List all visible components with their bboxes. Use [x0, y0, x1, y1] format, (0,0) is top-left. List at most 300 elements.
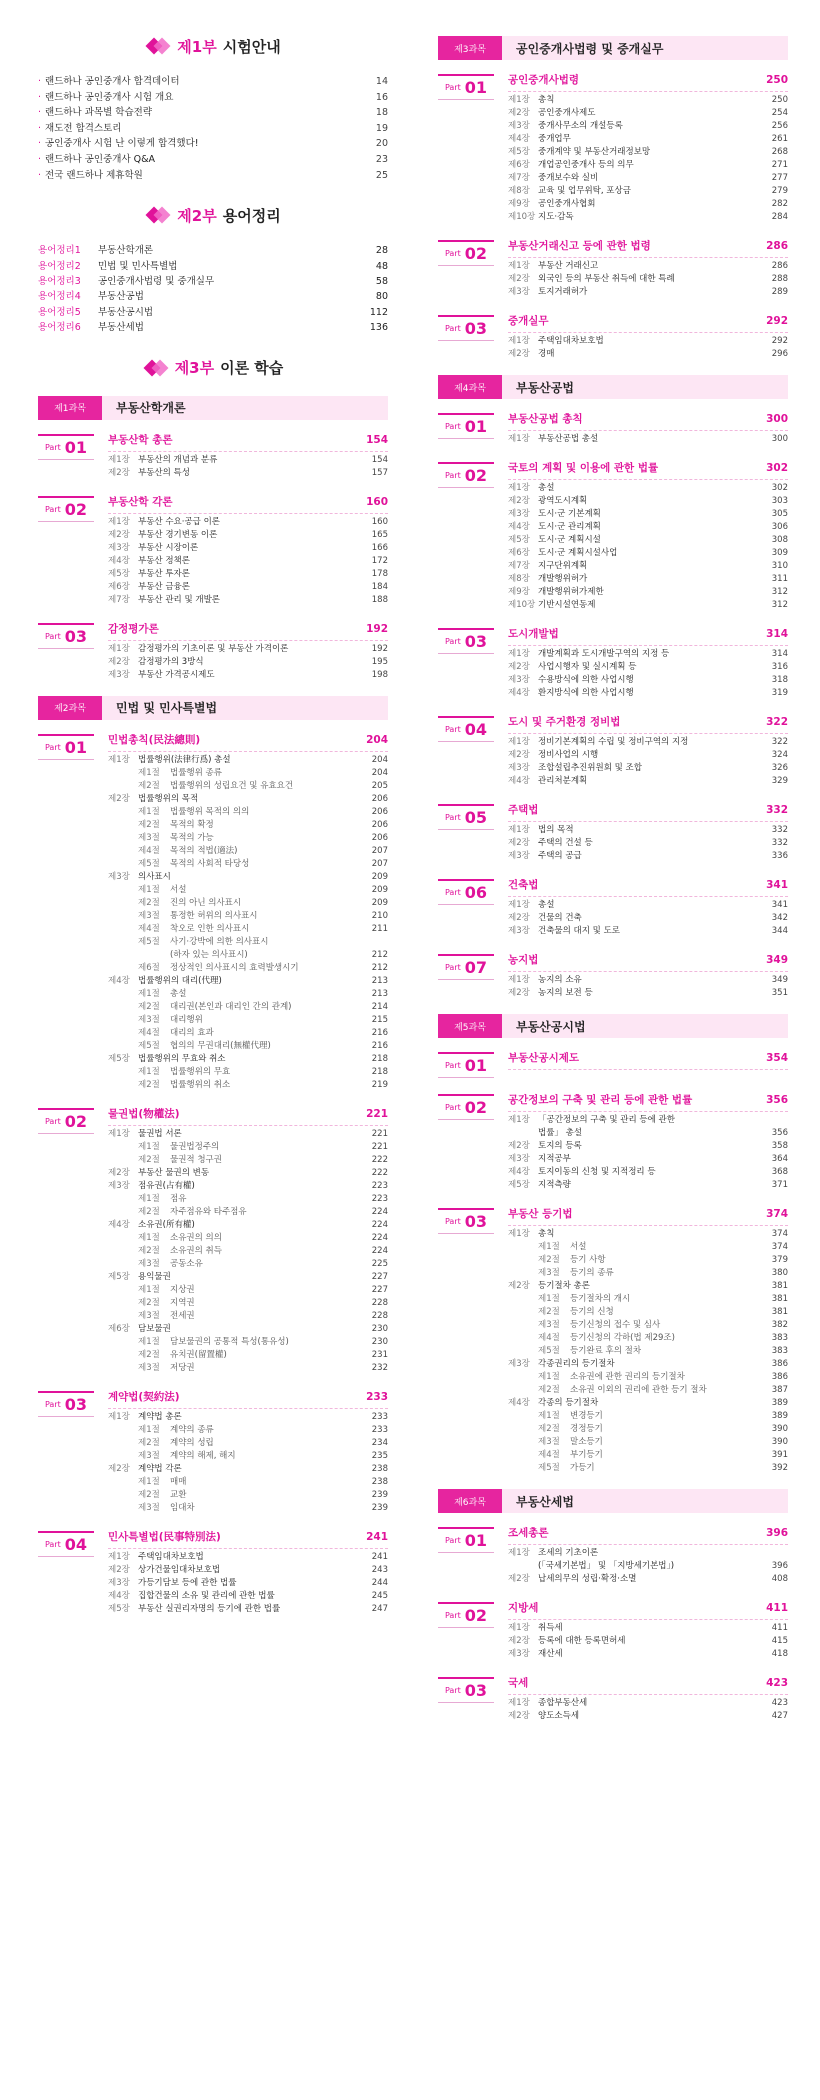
row-label: 제2장: [108, 467, 130, 478]
section-row[interactable]: [108, 767, 388, 780]
section-row[interactable]: [108, 1284, 388, 1297]
part-heading[interactable]: [508, 72, 788, 92]
chapter-row[interactable]: [508, 508, 788, 521]
section-row[interactable]: [108, 1232, 388, 1245]
part-heading[interactable]: [508, 802, 788, 822]
subject-title: 부동산공법: [516, 380, 574, 395]
chapter-row[interactable]: [508, 749, 788, 762]
section-row[interactable]: [508, 1306, 788, 1319]
term-item[interactable]: [38, 274, 388, 289]
section-row[interactable]: [108, 1476, 388, 1489]
part-title: 건축법: [508, 879, 539, 891]
page-number: 312: [771, 600, 788, 610]
row-title: 협의의 무권대리(無權代理): [170, 1040, 271, 1051]
page-number: 206: [371, 793, 388, 804]
row-label: 제1절: [138, 806, 160, 817]
chapter-row[interactable]: [508, 674, 788, 687]
chapter-row[interactable]: [108, 555, 388, 568]
chapter-row[interactable]: [508, 1547, 788, 1560]
chapter-row[interactable]: [508, 586, 788, 599]
section-row[interactable]: [108, 1193, 388, 1206]
chapter-row[interactable]: [508, 159, 788, 172]
part-badge: [438, 877, 498, 938]
chapter-row[interactable]: [508, 824, 788, 837]
part-number: 02: [64, 499, 88, 519]
page-number: 224: [371, 1232, 388, 1243]
part-label: Part: [444, 422, 461, 431]
chapter-row[interactable]: [108, 594, 388, 607]
chapter-row[interactable]: [508, 107, 788, 120]
row-label: 제3절: [538, 1320, 560, 1330]
guide-item[interactable]: [38, 90, 388, 106]
page-number: 231: [371, 1349, 388, 1360]
section-row[interactable]: [108, 1349, 388, 1362]
page-number: 224: [371, 1219, 388, 1230]
row-title: 재산세: [538, 1649, 563, 1659]
guide-item[interactable]: [38, 74, 388, 90]
page-number: 380: [771, 1268, 788, 1278]
chapter-row[interactable]: [508, 987, 788, 1000]
section-row[interactable]: [108, 1502, 388, 1515]
section-row[interactable]: [508, 1449, 788, 1462]
chapter-row[interactable]: [508, 912, 788, 925]
chapter-row[interactable]: [508, 198, 788, 211]
page-number: 322: [771, 737, 788, 747]
chapter-row[interactable]: [508, 1280, 788, 1293]
section-row[interactable]: [508, 1436, 788, 1449]
row-title: 자주점유와 타주점유: [170, 1206, 247, 1217]
page-number: 284: [771, 212, 788, 222]
chapter-row[interactable]: [108, 1411, 388, 1424]
part-page: 302: [766, 462, 788, 474]
part-heading[interactable]: [108, 621, 388, 641]
section-row[interactable]: [108, 858, 388, 871]
section-row[interactable]: [108, 1310, 388, 1323]
section-row[interactable]: [108, 832, 388, 845]
guide-item[interactable]: [38, 121, 388, 137]
chapter-row[interactable]: [108, 1167, 388, 1180]
page-number: 368: [771, 1167, 788, 1177]
part-heading[interactable]: [508, 313, 788, 333]
chapter-row[interactable]: [508, 661, 788, 674]
part-heading[interactable]: [508, 952, 788, 972]
subject-tag: 제3과목: [438, 36, 502, 60]
chapter-row[interactable]: [508, 1648, 788, 1661]
chapter-row[interactable]: [508, 482, 788, 495]
row-label: 제3절: [138, 1014, 160, 1025]
part-heading[interactable]: [108, 1389, 388, 1409]
section-row[interactable]: [508, 1462, 788, 1475]
chapter-row[interactable]: [108, 975, 388, 988]
chapter-row[interactable]: [508, 1358, 788, 1371]
section-row[interactable]: [108, 1014, 388, 1027]
chapter-row[interactable]: [508, 120, 788, 133]
chapter-row[interactable]: [108, 1590, 388, 1603]
section-row[interactable]: [508, 1254, 788, 1267]
part-label: Part: [444, 1217, 461, 1226]
section-row[interactable]: [108, 1154, 388, 1167]
part-body: [98, 621, 388, 682]
row-label: 제8장: [508, 574, 530, 584]
chapter-row[interactable]: [508, 899, 788, 912]
page-number: 157: [371, 467, 388, 478]
chapter-row[interactable]: [508, 547, 788, 560]
row-title: 법률행위의 무효: [170, 1066, 231, 1077]
section-row[interactable]: [508, 1293, 788, 1306]
page-number: 329: [771, 776, 788, 786]
term-item[interactable]: [38, 305, 388, 320]
part-heading[interactable]: [108, 732, 388, 752]
section-row[interactable]: [108, 1066, 388, 1079]
chapter-row[interactable]: [508, 185, 788, 198]
part-heading[interactable]: [108, 432, 388, 452]
section-row[interactable]: [108, 1040, 388, 1053]
chapter-row[interactable]: [108, 1564, 388, 1577]
part-heading[interactable]: [508, 626, 788, 646]
page-number: 166: [371, 542, 388, 553]
section-row[interactable]: [108, 1206, 388, 1219]
row-label: 제1절: [538, 1372, 560, 1382]
term-item[interactable]: [38, 289, 388, 304]
row-label: 제2절: [538, 1385, 560, 1395]
chapter-row[interactable]: [108, 643, 388, 656]
page-number: [760, 1114, 788, 1127]
section-row[interactable]: [108, 1027, 388, 1040]
chapter-row[interactable]: [508, 736, 788, 749]
chapter-row[interactable]: [108, 871, 388, 884]
part-page: 314: [766, 628, 788, 640]
section-row[interactable]: [508, 1267, 788, 1280]
page-number: 223: [371, 1193, 388, 1204]
chapter-row[interactable]: [108, 568, 388, 581]
chapter-row[interactable]: [508, 1166, 788, 1179]
part-title: 부동산 등기법: [508, 1208, 573, 1220]
part-heading[interactable]: [508, 411, 788, 431]
chapter-row[interactable]: [508, 1697, 788, 1710]
guide-item-text: [38, 74, 180, 90]
chapter-row[interactable]: [108, 454, 388, 467]
chapter-row[interactable]: [508, 286, 788, 299]
part-badge-box: [38, 1108, 94, 1134]
row-title: 부동산 시장이론: [138, 542, 199, 553]
part-label: Part: [444, 83, 461, 92]
chapter-row[interactable]: [108, 1577, 388, 1590]
section-row[interactable]: [108, 1450, 388, 1463]
part-label: Part: [44, 742, 61, 752]
row-title: 관리처분계획: [538, 776, 588, 786]
guide-item[interactable]: [38, 168, 388, 184]
chapter-row[interactable]: [108, 1128, 388, 1141]
chapter-row[interactable]: [108, 1551, 388, 1564]
chapter-row[interactable]: [108, 1180, 388, 1193]
chapter-row[interactable]: [508, 775, 788, 788]
section-row[interactable]: [108, 1437, 388, 1450]
part-page: 221: [366, 1107, 388, 1120]
chapter-row[interactable]: [508, 1114, 788, 1127]
row-title: 계약의 성립: [170, 1437, 214, 1448]
page-number: 389: [771, 1398, 788, 1408]
row-title: 감정평가의 기초이론 및 부동산 가격이론: [138, 643, 289, 654]
row-label: 제3장: [508, 926, 530, 936]
section-row[interactable]: [108, 1141, 388, 1154]
bullet-icon: ·: [38, 76, 42, 87]
chapter-row[interactable]: [508, 850, 788, 863]
part-badge-box: [38, 496, 94, 522]
row-label: 제1장: [108, 1411, 130, 1422]
term-item[interactable]: [38, 259, 388, 274]
part-body: [498, 626, 788, 700]
chapter-row[interactable]: [508, 1140, 788, 1153]
part-badge-box: [438, 879, 494, 905]
page-number: 318: [771, 675, 788, 685]
part-body: [498, 1675, 788, 1723]
chapter-row[interactable]: [508, 1179, 788, 1192]
part-badge: [38, 494, 98, 607]
row-label: 제3절: [538, 1437, 560, 1447]
part-heading[interactable]: [508, 877, 788, 897]
chapter-row[interactable]: [508, 599, 788, 612]
chapter-row[interactable]: [508, 260, 788, 273]
guide-item[interactable]: [38, 152, 388, 168]
section-row[interactable]: [108, 1362, 388, 1375]
section-row[interactable]: [108, 1489, 388, 1502]
part-heading[interactable]: [508, 1675, 788, 1695]
section-row[interactable]: [108, 806, 388, 819]
part-badge-box: [38, 734, 94, 760]
part-heading[interactable]: [508, 238, 788, 258]
section-row[interactable]: [508, 1410, 788, 1423]
page-number: 396: [771, 1561, 788, 1571]
chapter-row[interactable]: [508, 1622, 788, 1635]
chapter-row[interactable]: [508, 495, 788, 508]
chapter-row[interactable]: [108, 656, 388, 669]
chapter-row[interactable]: [508, 133, 788, 146]
section-row[interactable]: [108, 988, 388, 1001]
part-badge-box: [38, 623, 94, 649]
page-number: 228: [371, 1297, 388, 1308]
row-label: 제1장: [508, 1115, 530, 1125]
page-number: 316: [771, 662, 788, 672]
row-title: 집합건물의 소유 및 관리에 관한 법률: [138, 1590, 275, 1601]
chapter-row[interactable]: [508, 687, 788, 700]
row-label: 제2장: [108, 1564, 130, 1575]
chapter-row[interactable]: [508, 521, 788, 534]
chapter-row[interactable]: [108, 754, 388, 767]
chapter-row[interactable]: [508, 1228, 788, 1241]
row-title: 말소등기: [570, 1437, 603, 1447]
chapter-row[interactable]: [108, 581, 388, 594]
page-number: 332: [771, 838, 788, 848]
row-title: 도시·군 계획시설: [538, 535, 601, 545]
part-heading[interactable]: [508, 1206, 788, 1226]
chapter-row[interactable]: [108, 467, 388, 480]
page-number: 268: [771, 147, 788, 157]
part-block: [38, 432, 388, 480]
part-body: [498, 802, 788, 863]
chapter-row[interactable]: [508, 1127, 788, 1140]
part-heading[interactable]: [508, 460, 788, 480]
part-heading[interactable]: [508, 1525, 788, 1545]
part-label: Part: [44, 631, 61, 641]
part-heading[interactable]: [508, 1092, 788, 1112]
subject-bar: [438, 36, 788, 60]
chapter-row[interactable]: [108, 1053, 388, 1066]
row-title: 교환: [170, 1489, 187, 1500]
section-row[interactable]: [508, 1345, 788, 1358]
chapter-row[interactable]: [108, 1463, 388, 1476]
section-row[interactable]: [108, 1297, 388, 1310]
part-heading[interactable]: [108, 1106, 388, 1126]
page-number: 389: [771, 1411, 788, 1421]
section-row[interactable]: [108, 949, 388, 962]
part-heading[interactable]: [108, 1529, 388, 1549]
page-number: 58: [375, 275, 388, 287]
chapter-row[interactable]: [508, 648, 788, 661]
row-title: 법률행위의 취소: [170, 1079, 231, 1090]
row-title: 공인중개사협회: [538, 199, 596, 209]
guide-item-label: 랜드하나 공인중개사 Q&A: [45, 153, 156, 165]
chapter-row[interactable]: [108, 529, 388, 542]
chapter-row[interactable]: [108, 1603, 388, 1616]
section-row[interactable]: [508, 1423, 788, 1436]
guide-item-text: [38, 105, 152, 121]
section-row[interactable]: [108, 897, 388, 910]
part-body: [498, 1525, 788, 1586]
section-row[interactable]: [108, 1424, 388, 1437]
part-block: [38, 732, 388, 1092]
subject-tag: 제4과목: [438, 375, 502, 399]
row-title: 광역도시계획: [538, 496, 588, 506]
section-row[interactable]: [508, 1371, 788, 1384]
section-row[interactable]: [108, 1336, 388, 1349]
chapter-row[interactable]: [508, 534, 788, 547]
part-heading[interactable]: [108, 494, 388, 514]
part-page: 341: [766, 879, 788, 891]
part-number: 01: [64, 737, 88, 757]
row-title: 농지의 소유: [538, 975, 582, 985]
chapter-row[interactable]: [108, 1219, 388, 1232]
row-label: 제2장: [508, 838, 530, 848]
chapter-row[interactable]: [508, 560, 788, 573]
page-number: 415: [771, 1636, 788, 1646]
section-row[interactable]: [108, 780, 388, 793]
row-label: 제1장: [508, 1698, 530, 1708]
part-block: [438, 1092, 788, 1192]
term-item[interactable]: [38, 320, 388, 335]
chapter-row[interactable]: [508, 1635, 788, 1648]
section-row[interactable]: [508, 1241, 788, 1254]
row-title: 의사표시: [138, 871, 171, 882]
chapter-row[interactable]: [508, 94, 788, 107]
chapter-row[interactable]: [508, 762, 788, 775]
part-block: [438, 460, 788, 612]
page-number: 209: [371, 884, 388, 895]
chapter-row[interactable]: [508, 837, 788, 850]
page-number: 216: [371, 1027, 388, 1038]
chapter-row[interactable]: [508, 573, 788, 586]
page-number: 427: [771, 1711, 788, 1721]
row-title: 지적측량: [538, 1180, 571, 1190]
chapter-row[interactable]: [108, 516, 388, 529]
part-heading[interactable]: [508, 714, 788, 734]
chapter-row[interactable]: [508, 1397, 788, 1410]
chapter-row[interactable]: [108, 1323, 388, 1336]
chapter-row[interactable]: [508, 925, 788, 938]
row-title: 도시·군 기본계획: [538, 509, 601, 519]
row-label: 제3장: [508, 509, 530, 519]
section-row[interactable]: [108, 936, 388, 949]
section-row[interactable]: [108, 884, 388, 897]
page-number: 310: [771, 561, 788, 571]
guide-item[interactable]: [38, 136, 388, 152]
chapter-row[interactable]: [508, 348, 788, 361]
part-heading[interactable]: [508, 1050, 788, 1070]
chapter-row[interactable]: [508, 433, 788, 446]
chapter-row[interactable]: [508, 146, 788, 159]
bullet-icon: ·: [38, 138, 42, 150]
section-row[interactable]: [108, 845, 388, 858]
row-label: 제1절: [138, 1284, 160, 1295]
page-number: 238: [371, 1463, 388, 1474]
chapter-row[interactable]: [508, 211, 788, 224]
chapter-row[interactable]: [108, 669, 388, 682]
chapter-row[interactable]: [508, 1710, 788, 1723]
section-row[interactable]: [108, 910, 388, 923]
chapter-row[interactable]: [508, 172, 788, 185]
page-number: 241: [371, 1551, 388, 1562]
guide-item-label: 랜드하나 공인중개사 합격데이터: [45, 76, 180, 87]
page-number: 172: [371, 555, 388, 566]
row-label: 제1절: [538, 1411, 560, 1421]
page-number: 48: [375, 260, 388, 272]
row-title: 중개계약 및 부동산거래정보망: [538, 147, 651, 157]
page-number: 381: [771, 1307, 788, 1317]
chapter-row[interactable]: [108, 793, 388, 806]
section-row[interactable]: [508, 1332, 788, 1345]
chapter-row[interactable]: [508, 1573, 788, 1586]
section-row[interactable]: [108, 962, 388, 975]
part-label: Part: [44, 1116, 61, 1126]
chapter-row[interactable]: [508, 1153, 788, 1166]
section-row[interactable]: [108, 1001, 388, 1014]
term-code: 용어정리2: [38, 260, 81, 272]
chapter-row[interactable]: [508, 335, 788, 348]
section-row[interactable]: [508, 1384, 788, 1397]
section-row[interactable]: [108, 1245, 388, 1258]
chapter-row[interactable]: [508, 1560, 788, 1573]
section-row[interactable]: [108, 819, 388, 832]
section-row[interactable]: [108, 1258, 388, 1271]
row-title: 목적의 사회적 타당성: [170, 858, 250, 869]
section-row[interactable]: [108, 923, 388, 936]
page-number: 392: [771, 1463, 788, 1473]
chapter-row[interactable]: [508, 273, 788, 286]
section-row[interactable]: [108, 1079, 388, 1092]
part-label: Part: [444, 249, 461, 258]
part-block: [438, 714, 788, 788]
chapter-row[interactable]: [108, 542, 388, 555]
section-row[interactable]: [508, 1319, 788, 1332]
page-number: 230: [371, 1336, 388, 1347]
part-heading[interactable]: [508, 1600, 788, 1620]
page-number: 223: [371, 1180, 388, 1191]
chapter-row[interactable]: [508, 974, 788, 987]
chapter-row[interactable]: [108, 1271, 388, 1284]
row-label: 제3장: [108, 669, 130, 680]
page-number: 351: [771, 988, 788, 998]
guide-item[interactable]: [38, 105, 388, 121]
term-item[interactable]: [38, 243, 388, 258]
